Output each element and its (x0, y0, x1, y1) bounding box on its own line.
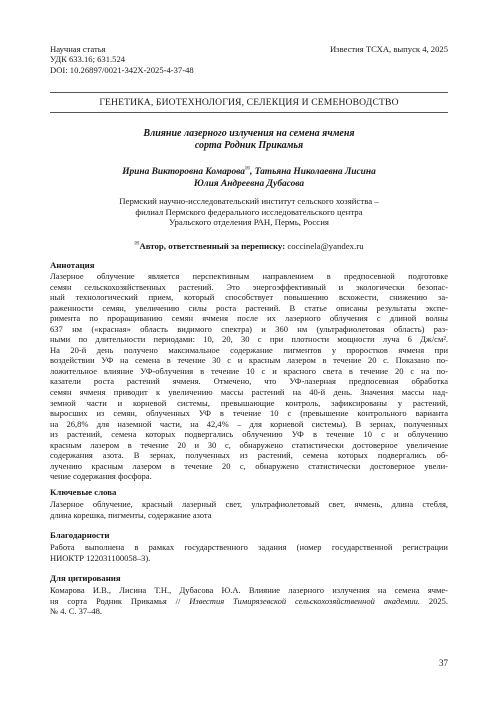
abstract-line: На 20-й день получено максимальное содержание пигментов у проростков ячменя при (50, 344, 448, 355)
abstract-line: ложительное влияние УФ-облучения в течение 10 с и красного света в течение 20 с на по- (50, 365, 448, 376)
correspondence-label: Автор, ответственный за переписку: (139, 240, 286, 251)
keywords-line: длина корешка, пигменты, содержание азота (50, 509, 212, 520)
affiliation (50, 196, 448, 228)
correspondence (50, 240, 448, 251)
citation-heading: Для цитирования (50, 573, 121, 583)
citation-text (50, 585, 448, 617)
citation-plain: ня сорта Родник Прикамья // (50, 595, 190, 606)
rubric-rule-bottom (50, 112, 448, 113)
affiliation-line: Уральского отделения РАН, Пермь, Россия (169, 217, 329, 228)
abstract-line: из растений, семена которых подвергались облучению УФ в течение 10 с и облучению (50, 429, 448, 440)
citation-line: № 4. С. 37–48. (50, 606, 103, 617)
journal-issue: Известия ТСХА, выпуск 4, 2025 (329, 44, 448, 54)
abstract-line: ный технологический прием, который способствует повышению всхожести, снижению за- (50, 292, 448, 303)
abstract-line: содержания азота. В зернах, полученных из растений, семена которых подвергались об- (50, 450, 448, 461)
abstract-line: земной части и корневой системы, превышающие контроль, зафиксированы у растений, (50, 397, 448, 408)
affiliation-line: филиал Пермского федерального исследовательского центра (135, 206, 363, 217)
author-list (50, 163, 448, 191)
abstract-line: Лазерное облучение является перспективным направлением в предпосевной подготовке (50, 271, 448, 281)
author-separator: , (250, 167, 255, 178)
abstract-line: выросших из семян, облученных УФ в течение 10 с (превышение контрольного варианта (50, 408, 448, 419)
abstract-text (50, 271, 448, 482)
author-name: Юлия Андреевна Дубасова (193, 179, 305, 190)
correspondence-email[interactable]: coccinela@yandex.ru (287, 240, 364, 251)
keywords-heading: Ключевые слова (50, 487, 117, 497)
title-line: Влияние лазерного излучения на семена ячменя (143, 128, 355, 139)
abstract-line: римента по проращиванию семян ячменя после их лазерного облучения с длиной волны (50, 313, 448, 324)
author-name: Татьяна Николаевна Лисина (254, 167, 376, 178)
doi-link[interactable]: DOI: 10.26897/0021-342X-2025-4-37-48 (50, 64, 194, 75)
abstract-line: воздействии УФ на семена в течение 30 с и красным лазером в течение 20 с. Показано по- (50, 355, 448, 366)
abstract-line: чение содержания фосфора. (50, 471, 152, 482)
rubric-rule-top (50, 92, 448, 93)
citation-line (50, 596, 448, 607)
abstract-line: раженности семян, увеличению силы роста растений. В статье описаны результаты экспе- (50, 302, 448, 313)
author-name: Ирина Викторовна Комарова (122, 167, 245, 178)
affiliation-line: Пермский научно-исследовательский институт сельского хозяйства – (119, 196, 379, 206)
keywords-line: Лазерное облучение, красный лазерный свет, ультрафиолетовый свет, ячмень, длина стебля, (50, 499, 448, 509)
envelope-icon: ✉ (134, 241, 140, 247)
abstract-line: на 26,8% для наземной части, на 42,4% – для корневой системы). В зернах, полученных (50, 418, 448, 429)
abstract-line: казатели роста растений ячменя. Отмечено, что УФ-лазерная предпосевная обработка (50, 376, 448, 387)
citation-line: Комарова И.В., Лисина Т.Н., Дубасова Ю.А. Влияние лазерного излучения на семена ячме- (50, 585, 448, 595)
abstract-line: красным лазером в течение 20 и 30 с, обнаружено статистически достоверное увеличение (50, 439, 448, 450)
acknowledgements-text (50, 542, 448, 563)
article-type: Научная статья (50, 44, 106, 54)
acknowledgements-line: НИОКТР 122031100058–3). (50, 552, 151, 563)
article-meta (50, 44, 194, 75)
abstract-line: семян ячменя приводит к увеличению массы растений на 40-й день. Значения массы над- (50, 387, 448, 398)
citation-journal: Известия Тимирязевской сельскохозяйственной академии. (189, 595, 420, 606)
page-number: 37 (439, 658, 448, 668)
article-title (50, 128, 448, 153)
abstract-line: семян сельскохозяйственных растений. Это энергоэффективный и экологически безопас- (50, 281, 448, 292)
udc-code: УДК 633.16; 631.524 (50, 54, 126, 65)
rubric-heading: ГЕНЕТИКА, БИОТЕХНОЛОГИЯ, СЕЛЕКЦИЯ И СЕМЕНОВОДСТВО (99, 97, 399, 108)
envelope-icon: ✉ (245, 166, 251, 172)
abstract-line: лучению красным лазером в течение 20 с, обнаружено статистически достоверное увели- (50, 460, 448, 471)
keywords-text (50, 499, 448, 520)
acknowledgements-heading: Благодарности (50, 530, 110, 540)
acknowledgements-line: Работа выполнена в рамках государственного задания (номер государственной регистрации (50, 542, 448, 552)
title-line: сорта Родник Прикамья (194, 140, 304, 152)
abstract-line: 637 нм («красная» область видимого спектра) и 360 нм (ультрафиолетовая область) раз- (50, 323, 448, 334)
abstract-line: ными по длительности периодами: 10, 20, 30 с при плотности мощности луча 6 Дж/см². (50, 334, 448, 345)
abstract-heading: Аннотация (50, 260, 95, 270)
citation-year: 2025. (420, 595, 448, 606)
